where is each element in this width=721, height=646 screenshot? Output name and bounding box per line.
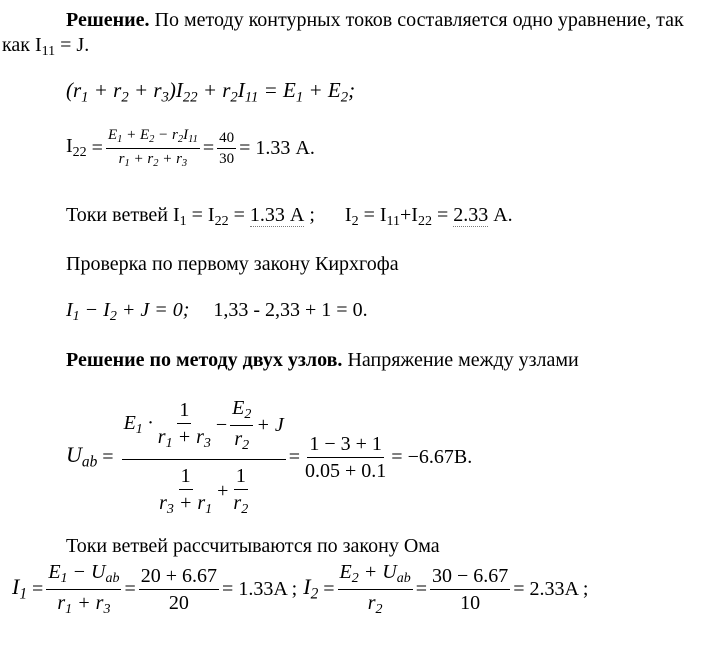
value-i1: 1.33 А: [249, 204, 305, 226]
equation-i22: $I_{22}$ = $\frac{E_1 + E_2 - r_2I_{11}}{r_1 + r_2 + r_3}$ = $\frac{40}{30}$ = 1.33 A.: [66, 127, 315, 169]
equation-uab: $U_{ab}$ = $E_1$ · $\frac{1}{r_1 + r_3}$ − $\frac{E_2}{r_2}$ + J $\frac{1}{r_3 + r_1}$ + $\frac{1}{r_2}$ = $\frac{1 - 3 + 1}{0.05 + 0.1}$ = −6.67B.: [66, 397, 473, 518]
heading-continuation: как $I_{11} = J$.: [2, 34, 90, 60]
check-equation: $I_1 - I_2 + J = 0$; 1,33 - 2,33 + 1 = 0.: [66, 299, 368, 325]
equation-contour: $(r_1 + r_2 + r_3)I_{22} + r_2I_{11} = E_1 + E_2$;: [66, 78, 356, 106]
heading-two-node: Решение по методу двух узлов. Напряжение между узлами: [66, 349, 579, 371]
heading-solution-contour: [66, 8, 684, 32]
check-label: Проверка по первому закону Кирхгофа: [66, 253, 399, 275]
value-i2: 2.33: [453, 204, 489, 226]
heading-text: По методу контурных токов составляется одно уравнение, так: [149, 9, 684, 31]
equation-ohm: $I_1$ = $\frac{E_1 - U_{ab}}{r_1 + r_3}$ = $\frac{20 + 6.67}{20}$ = 1.33A ; $I_2$ = $\frac{E_2 + U_{ab}}{r_2}$ = $\frac{30 - 6.67}{10}$ = 2.33A ;: [12, 561, 589, 618]
heading-bold: Решение.: [66, 9, 150, 31]
branch-currents: Токи ветвей $I_1 = I_{22} = 1.33$ А ; $I_2 = I_{11}+I_{22} = 2.33$ А.: [66, 204, 513, 230]
ohm-label: Токи ветвей рассчитываются по закону Ома: [66, 535, 440, 557]
